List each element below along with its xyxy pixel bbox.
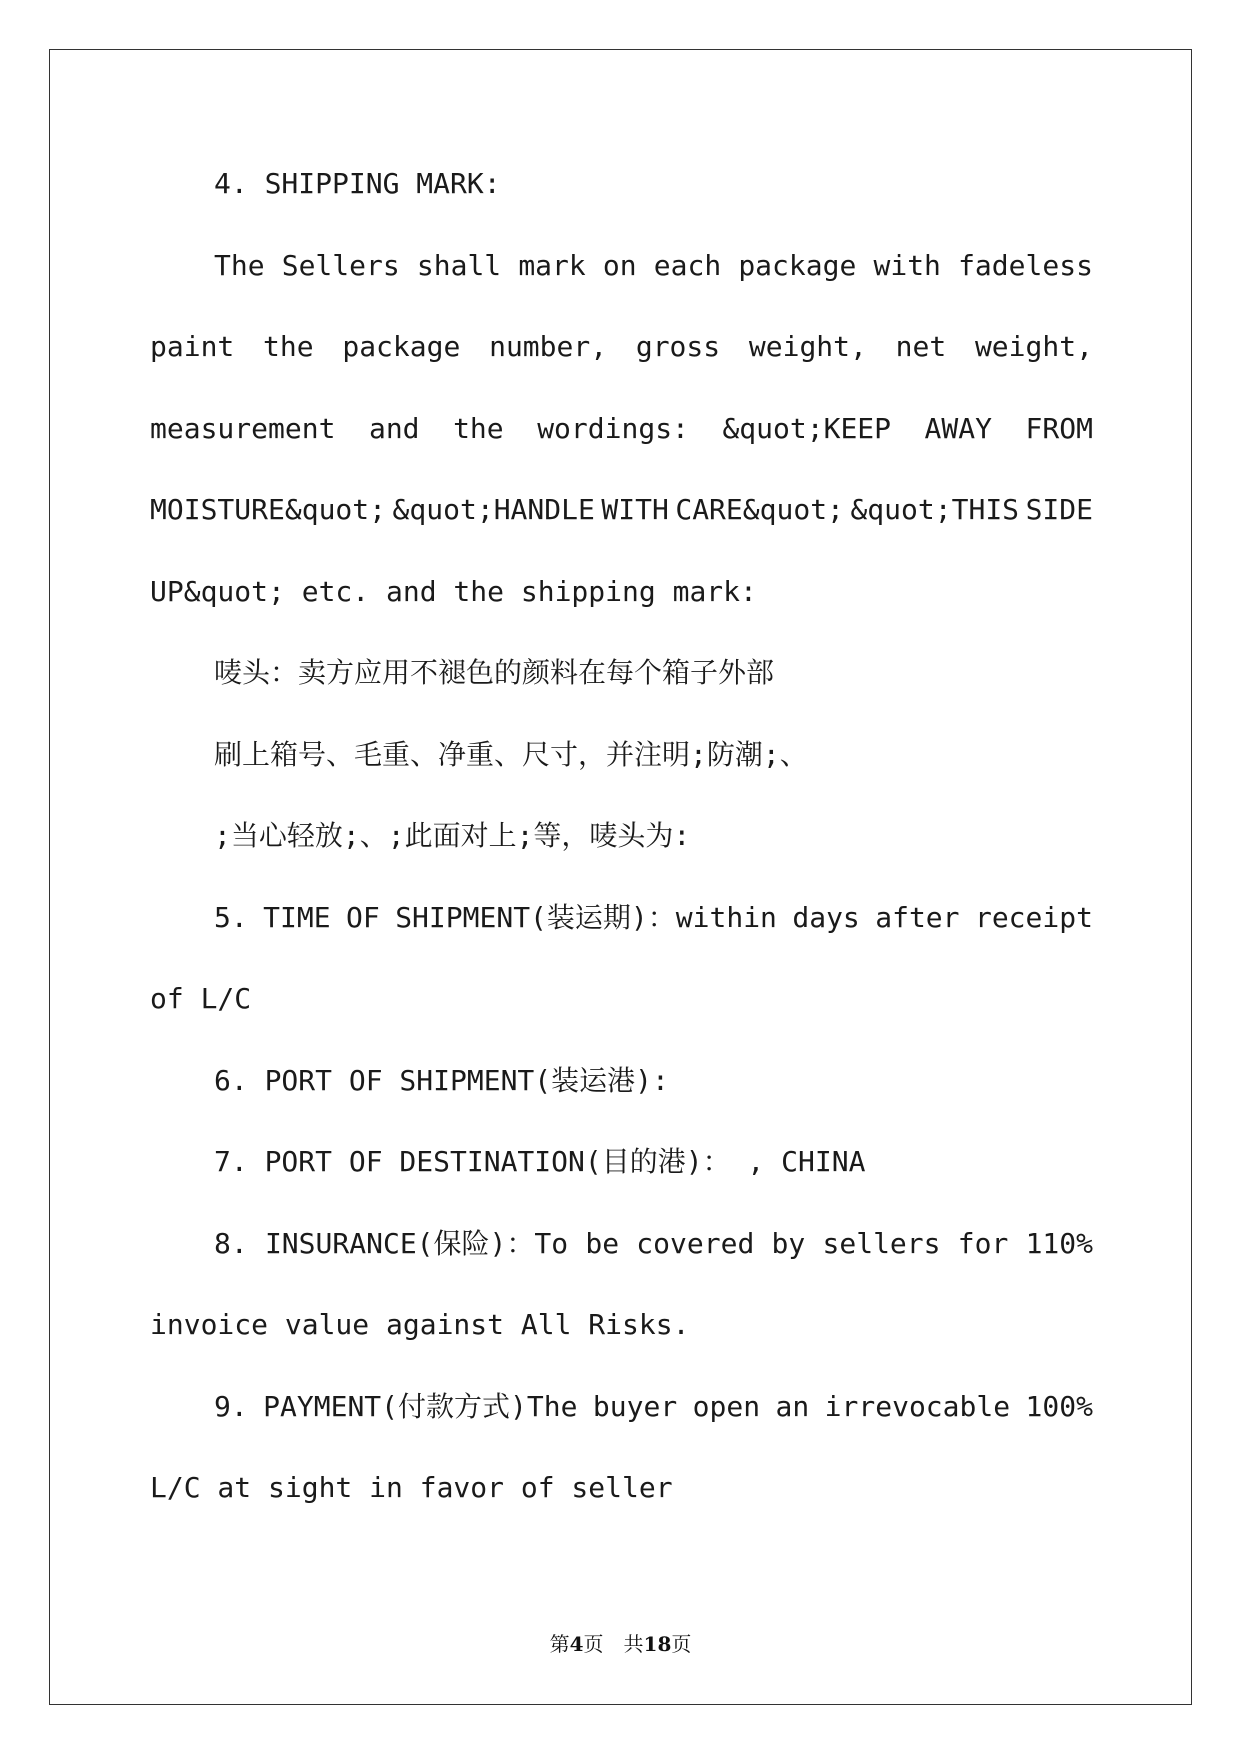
paragraph-line: of L/C	[150, 982, 252, 1015]
total-pages: 18	[643, 1632, 672, 1656]
clause-port-of-destination: 7. PORT OF DESTINATION(目的港)： , CHINA	[214, 1145, 866, 1178]
paragraph-line: paint the package number, gross weight, net weight,	[150, 330, 1093, 363]
clause-port-of-shipment: 6. PORT OF SHIPMENT(装运港):	[214, 1063, 669, 1097]
document-body	[150, 166, 1093, 1552]
paragraph-line-cn: 唛头：卖方应用不褪色的颜料在每个箱子外部	[214, 656, 775, 689]
paragraph-line: MOISTURE&quot; &quot;HANDLE WITH CARE&quot; &quot;THIS SIDE	[150, 493, 1093, 526]
paragraph-line-cn: 刷上箱号、毛重、净重、尺寸，并注明;防潮;、	[214, 737, 808, 771]
paragraph-line: The Sellers shall mark on each package with fadeless	[214, 248, 1093, 282]
heading-shipping-mark: 4. SHIPPING MARK:	[214, 167, 501, 200]
clause-time-of-shipment: 5. TIME OF SHIPMENT(装运期)：within days after receipt	[214, 900, 1093, 934]
paragraph-line: invoice value against All Risks.	[150, 1308, 690, 1341]
page-number-footer: 第4页 共18页	[549, 1632, 692, 1656]
clause-payment: 9. PAYMENT(付款方式)The buyer open an irrevocable 100%	[214, 1389, 1093, 1423]
paragraph-line: measurement and the wordings: &quot;KEEP AWAY FROM	[150, 411, 1093, 445]
current-page: 4	[569, 1632, 584, 1656]
paragraph-line: UP&quot; etc. and the shipping mark:	[150, 574, 757, 608]
paragraph-line: L/C at sight in favor of seller	[150, 1471, 673, 1504]
paragraph-line-cn: ;当心轻放;、;此面对上;等，唛头为:	[214, 819, 691, 852]
clause-insurance: 8. INSURANCE(保险)：To be covered by sellers for 110%	[214, 1226, 1093, 1260]
